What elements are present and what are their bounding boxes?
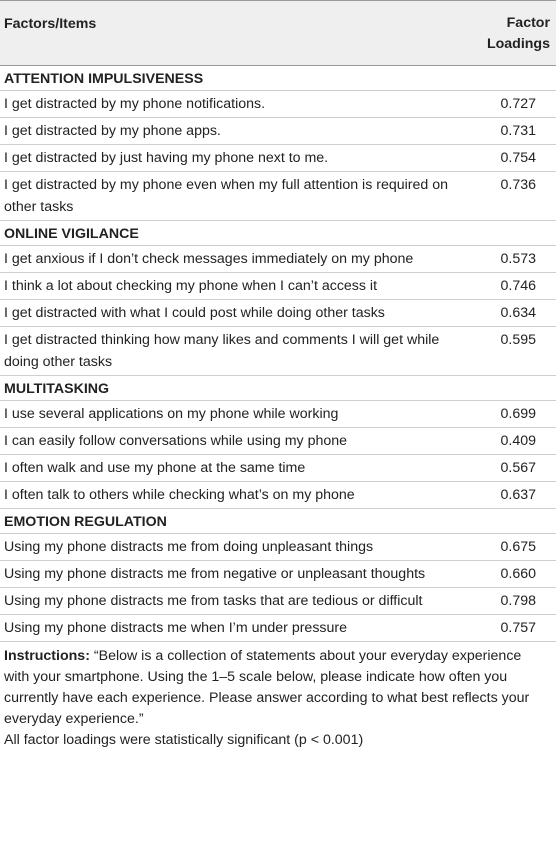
item-loading: 0.757	[500, 620, 536, 636]
table-row	[0, 172, 556, 221]
item-text: Using my phone distracts me from negative or unpleasant thoughts	[4, 566, 426, 582]
item-loading: 0.754	[500, 150, 536, 166]
section-title: ONLINE VIGILANCE	[0, 221, 556, 246]
item-text: I get distracted with what I could post while doing other tasks	[4, 305, 385, 321]
item-text: I often walk and use my phone at the same time	[4, 460, 306, 476]
item-loading: 0.746	[500, 278, 536, 294]
header-factor-loadings-line1: Factor	[506, 15, 550, 31]
item-loading: 0.409	[500, 433, 536, 449]
table-row	[0, 401, 556, 428]
table-notes	[0, 642, 556, 751]
header-factor-loadings	[440, 13, 556, 65]
table-row	[0, 588, 556, 615]
item-loading: 0.727	[500, 96, 536, 112]
item-text: I get distracted thinking how many likes and comments I will get while doing other tasks	[4, 332, 440, 370]
table-row	[0, 246, 556, 273]
instructions-text: “Below is a collection of statements about your everyday experience with your smartphone. Using the 1–5 scale below, please indicate how often you currently have each experience. Please answer according to what best reflects your everyday experience.”	[4, 648, 530, 727]
item-text: I can easily follow conversations while using my phone	[4, 433, 348, 449]
item-text: I get distracted by just having my phone next to me.	[4, 150, 329, 166]
item-text: I think a lot about checking my phone when I can’t access it	[4, 278, 378, 294]
table-row	[0, 327, 556, 376]
table-row	[0, 273, 556, 300]
item-loading: 0.699	[500, 406, 536, 422]
table-row	[0, 615, 556, 642]
table-header	[0, 0, 556, 66]
table-row	[0, 561, 556, 588]
item-text: I get distracted by my phone notifications.	[4, 96, 266, 112]
table-row	[0, 145, 556, 172]
item-text: Using my phone distracts me when I’m under pressure	[4, 620, 348, 636]
table-body	[0, 66, 556, 642]
item-text: I get anxious if I don’t check messages immediately on my phone	[4, 251, 414, 267]
item-loading: 0.573	[500, 251, 536, 267]
item-text: I use several applications on my phone while working	[4, 406, 339, 422]
table-row	[0, 428, 556, 455]
significance-note: All factor loadings were statistically significant (p < 0.001)	[4, 732, 364, 748]
section-title: MULTITASKING	[0, 376, 556, 401]
item-loading: 0.798	[500, 593, 536, 609]
item-loading: 0.731	[500, 123, 536, 139]
table-row	[0, 118, 556, 145]
table-row	[0, 534, 556, 561]
header-factor-loadings-line2: Loadings	[486, 36, 550, 52]
table-row	[0, 482, 556, 509]
item-text: I often talk to others while checking what’s on my phone	[4, 487, 355, 503]
instructions-label: Instructions:	[4, 648, 90, 664]
table-row	[0, 91, 556, 118]
table-row	[0, 300, 556, 327]
item-text: I get distracted by my phone apps.	[4, 123, 221, 139]
item-text: Using my phone distracts me from doing unpleasant things	[4, 539, 374, 555]
instructions-note	[4, 646, 548, 730]
section-title: ATTENTION IMPULSIVENESS	[0, 66, 556, 91]
table-row	[0, 455, 556, 482]
item-loading: 0.567	[500, 460, 536, 476]
item-loading: 0.637	[500, 487, 536, 503]
section-title: EMOTION REGULATION	[0, 509, 556, 534]
item-loading: 0.634	[500, 305, 536, 321]
item-loading: 0.595	[500, 332, 536, 348]
item-text: I get distracted by my phone even when my full attention is required on other tasks	[4, 177, 449, 215]
item-loading: 0.660	[500, 566, 536, 582]
item-loading: 0.675	[500, 539, 536, 555]
item-loading: 0.736	[500, 177, 536, 193]
header-factors-items: Factors/Items	[4, 16, 97, 32]
item-text: Using my phone distracts me from tasks that are tedious or difficult	[4, 593, 423, 609]
